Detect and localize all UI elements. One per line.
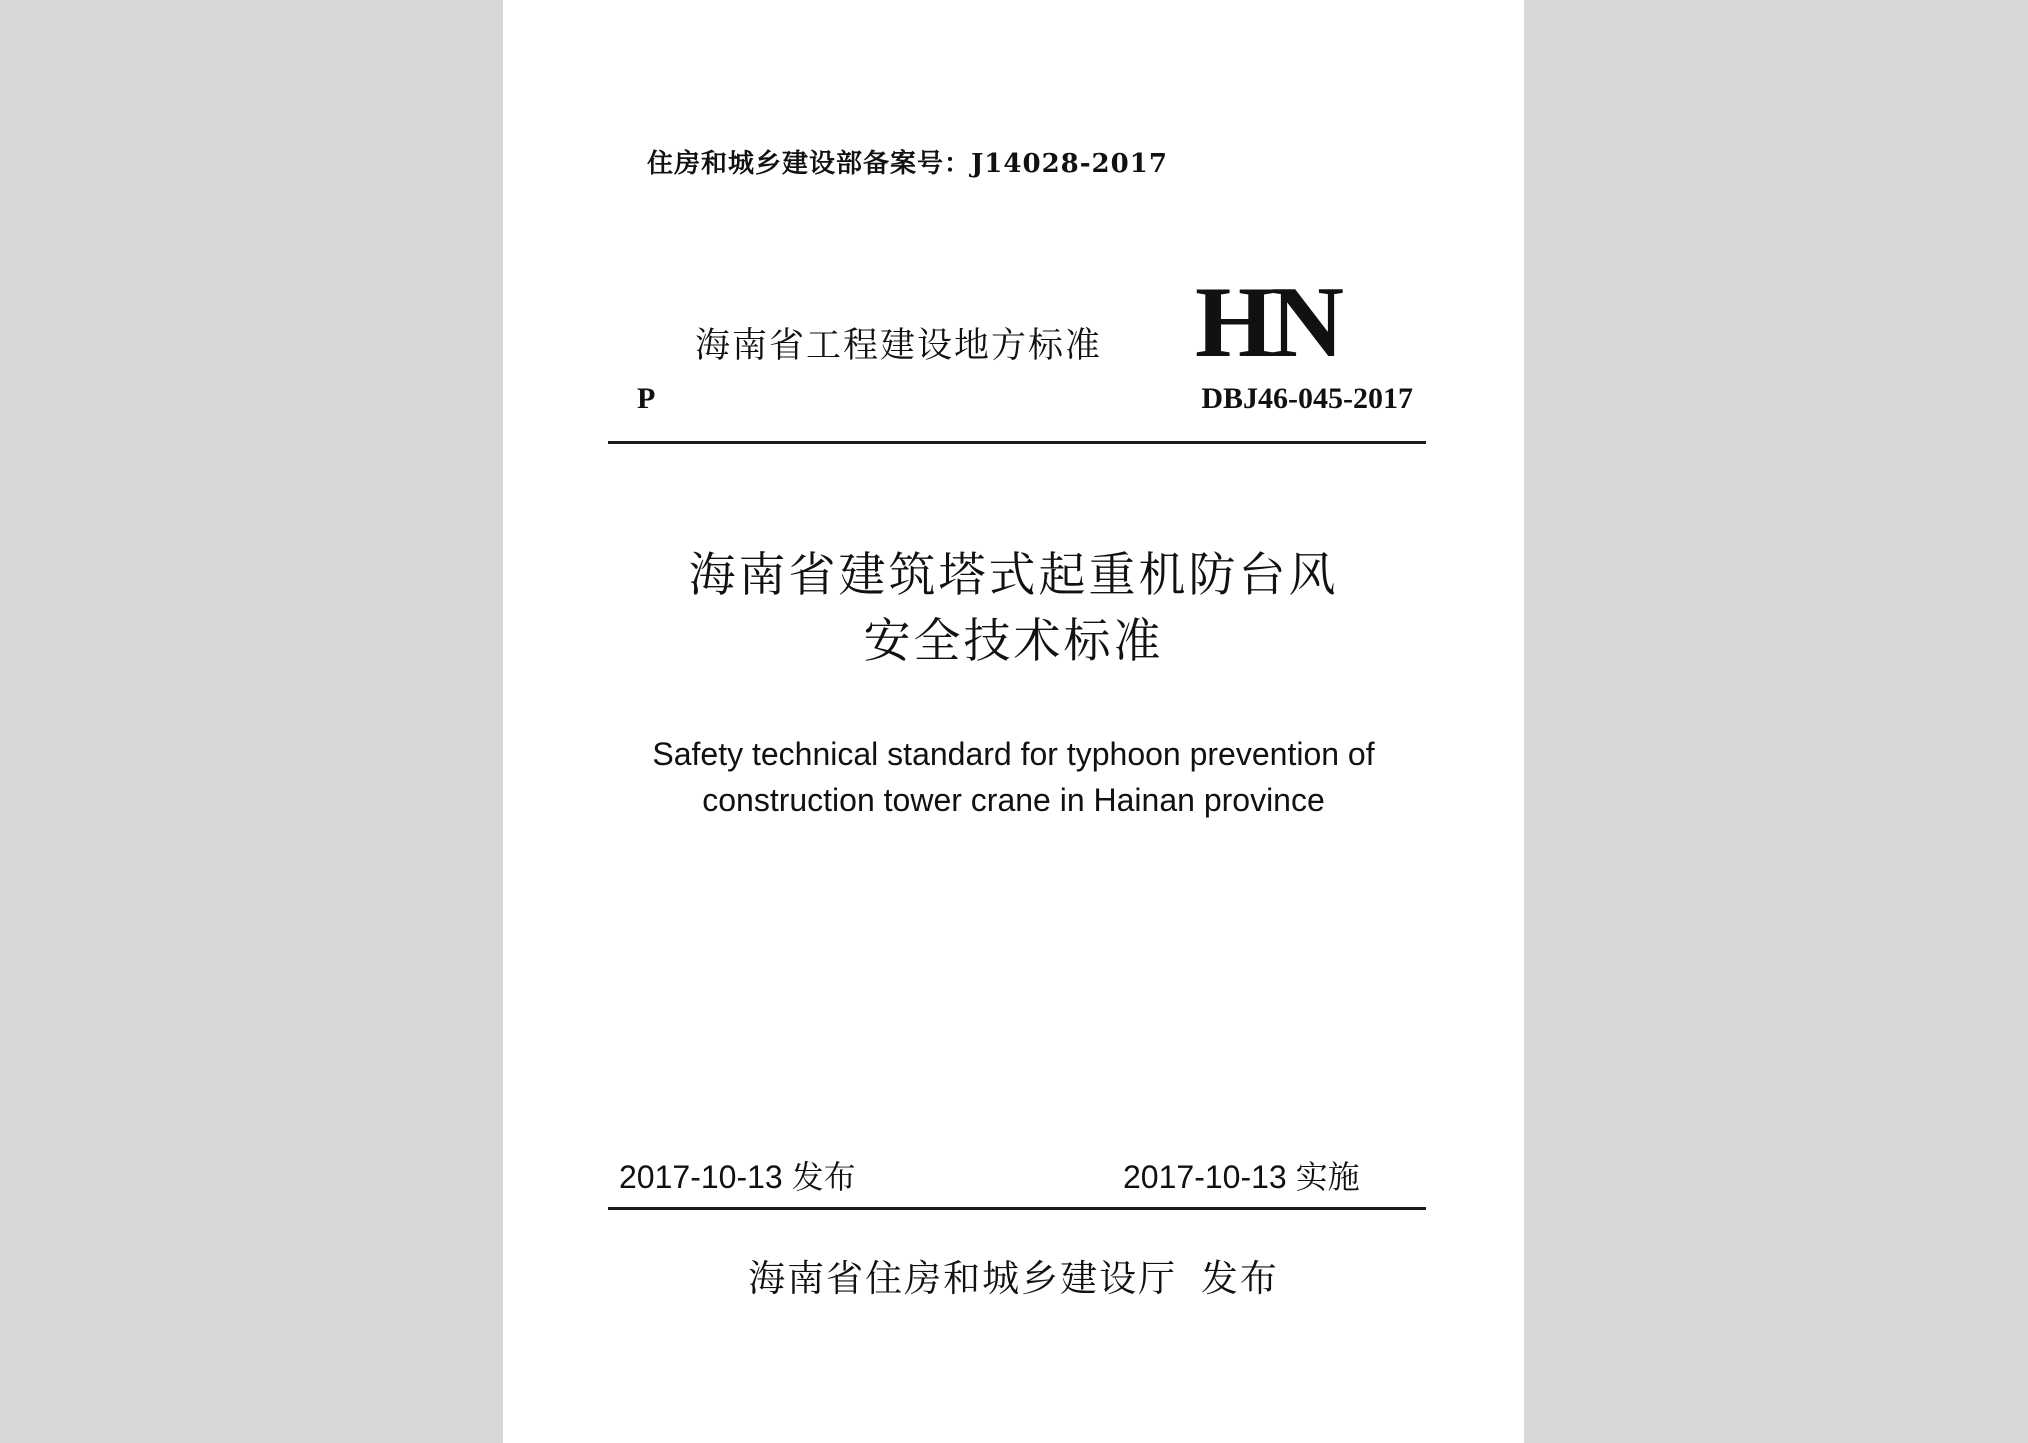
standard-number: DBJ46-045-2017 — [1201, 382, 1413, 415]
bottom-divider — [608, 1207, 1426, 1210]
english-title-line-2: construction tower crane in Hainan province — [702, 782, 1325, 818]
chinese-title-line-2: 安全技术标准 — [863, 614, 1164, 669]
issue-date: 2017-10-13 发布 — [619, 1159, 856, 1195]
chinese-title-line-1: 海南省建筑塔式起重机防台风 — [688, 548, 1339, 603]
classification-code: P — [637, 382, 656, 415]
record-number: 住房和城乡建设部备案号：J14028-2017 — [647, 149, 1168, 179]
publisher: 海南省住房和城乡建设厅 发布 — [748, 1257, 1279, 1300]
implementation-date: 2017-10-13 实施 — [1123, 1159, 1360, 1195]
document-page — [503, 0, 1524, 1443]
english-title-line-1: Safety technical standard for typhoon prevention of — [652, 736, 1375, 772]
standard-category: 海南省工程建设地方标准 — [695, 326, 1103, 366]
top-divider — [608, 441, 1426, 444]
hn-logo: HN — [1195, 266, 1340, 379]
